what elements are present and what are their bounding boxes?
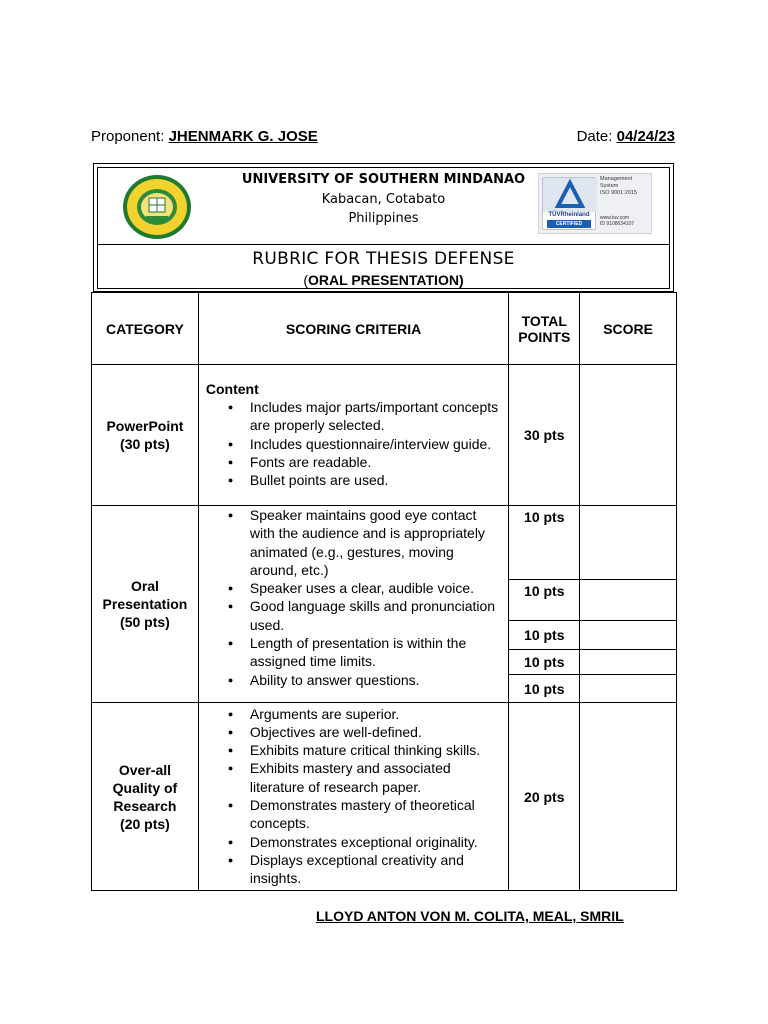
points-research-quality: 20 pts: [509, 703, 580, 891]
rubric-subtitle: [98, 272, 669, 288]
score-cell[interactable]: [580, 506, 677, 580]
list-item: ● Includes major parts/important concepts are properly selected.: [206, 398, 502, 435]
table-row: [92, 365, 677, 506]
points-powerpoint: 30 pts: [509, 365, 580, 506]
evaluator-signature-name: LLOYD ANTON VON M. COLITA, MEAL, SMRIL: [316, 908, 624, 924]
criteria-content: [199, 379, 508, 492]
points-time-limit: 10 pts: [509, 650, 580, 675]
table-row: [92, 506, 677, 580]
rubric-table: [91, 292, 677, 891]
cert-line: Management: [600, 176, 633, 182]
cert-certified: CERTIFIED: [547, 220, 591, 228]
cert-description: [600, 176, 637, 197]
score-cell[interactable]: [580, 703, 677, 891]
list-item: ● Fonts are readable.: [206, 453, 502, 471]
points-voice: 10 pts: [509, 580, 580, 621]
header-score: SCORE: [580, 293, 677, 365]
points-eye-contact: 10 pts: [509, 506, 580, 580]
category-line: PowerPoint: [106, 418, 184, 434]
list-item: ● Demonstrates mastery of theoretical concepts.: [206, 796, 502, 833]
header-category: CATEGORY: [92, 293, 199, 365]
tuv-logo: [542, 177, 596, 230]
header-criteria: SCORING CRITERIA: [198, 293, 508, 365]
header-total-line1: TOTAL: [521, 312, 567, 329]
university-country: Philippines: [348, 211, 419, 226]
table-row: [92, 703, 677, 891]
content-heading: Content: [205, 380, 259, 397]
list-item: ● Exhibits mature critical thinking skills.: [206, 741, 502, 759]
list-item: ● Length of presentation is within the assigned time limits.: [206, 634, 502, 671]
criteria-oral-presentation: [198, 506, 508, 703]
subtitle-text: ORAL PRESENTATION): [308, 272, 464, 288]
institution-banner: [97, 167, 670, 244]
list-item: ● Demonstrates exceptional originality.: [206, 833, 502, 851]
rubric-title: RUBRIC FOR THESIS DEFENSE: [252, 249, 515, 269]
proponent-name: JHENMARK G. JOSE: [168, 128, 318, 145]
criteria-list: [206, 398, 502, 489]
score-cell[interactable]: [580, 580, 677, 621]
date-value: 04/24/23: [616, 128, 675, 145]
category-powerpoint: [92, 365, 199, 506]
criteria-content: [199, 506, 508, 691]
criteria-list: [206, 705, 502, 888]
list-item: ● Displays exceptional creativity and insights.: [206, 851, 502, 888]
list-item: ● Exhibits mastery and associated literature of research paper.: [206, 759, 502, 796]
category-line: (30 pts): [120, 436, 170, 452]
score-cell[interactable]: [580, 621, 677, 650]
points-questions: 10 pts: [509, 675, 580, 703]
criteria-content: [199, 704, 508, 890]
list-item: ● Ability to answer questions.: [206, 671, 502, 689]
header-total-line2: POINTS: [518, 328, 571, 345]
header-total-points: [509, 293, 580, 365]
category-line: (50 pts): [120, 614, 170, 630]
category-line: Oral: [130, 578, 159, 594]
category-line: (20 pts): [120, 815, 170, 832]
score-cell[interactable]: [580, 675, 677, 703]
category-line: Over-all: [118, 761, 172, 778]
university-name: UNIVERSITY OF SOUTHERN MINDANAO: [241, 172, 526, 187]
cert-id-number: ID 9108634107: [600, 221, 635, 227]
date-label: Date:: [576, 128, 613, 145]
certification-badge: [538, 173, 652, 234]
tuv-triangle-icon: [543, 178, 597, 212]
cert-id: [600, 215, 634, 227]
list-item: ● Bullet points are used.: [206, 471, 502, 489]
list-item: ● Arguments are superior.: [206, 705, 502, 723]
category-line: Quality of: [112, 779, 178, 796]
table-header-row: [92, 293, 677, 365]
list-item: ● Objectives are well-defined.: [206, 723, 502, 741]
cert-line: ISO 9001:2015: [600, 190, 638, 196]
subtitle-paren: (: [303, 272, 309, 288]
proponent-line: [91, 128, 318, 145]
rubric-title-box: [97, 244, 670, 289]
list-item: ● Speaker uses a clear, audible voice.: [206, 579, 502, 597]
list-item: ● Speaker maintains good eye contact with the audience and is appropriately animated (e.g., gestures, moving around, etc.): [206, 506, 502, 579]
category-line: Research: [113, 797, 177, 814]
date-line: [577, 128, 675, 145]
proponent-label: Proponent:: [91, 128, 165, 145]
criteria-list: [206, 506, 502, 689]
cert-url: www.tuv.com: [600, 215, 630, 221]
document-header: [93, 163, 674, 292]
list-item: ● Good language skills and pronunciation used.: [206, 597, 502, 634]
list-item: ● Includes questionnaire/interview guide.: [206, 435, 502, 453]
score-cell[interactable]: [580, 650, 677, 675]
cert-brand: TÜVRheinland: [548, 212, 590, 218]
score-cell[interactable]: [580, 365, 677, 506]
category-oral-presentation: [92, 506, 199, 703]
criteria-powerpoint: [198, 365, 508, 506]
criteria-research-quality: [198, 703, 508, 891]
category-line: Presentation: [102, 596, 188, 612]
points-language: 10 pts: [509, 621, 580, 650]
category-research-quality: [92, 703, 199, 891]
cert-line: System: [600, 183, 619, 189]
university-location: Kabacan, Cotabato: [321, 192, 446, 207]
